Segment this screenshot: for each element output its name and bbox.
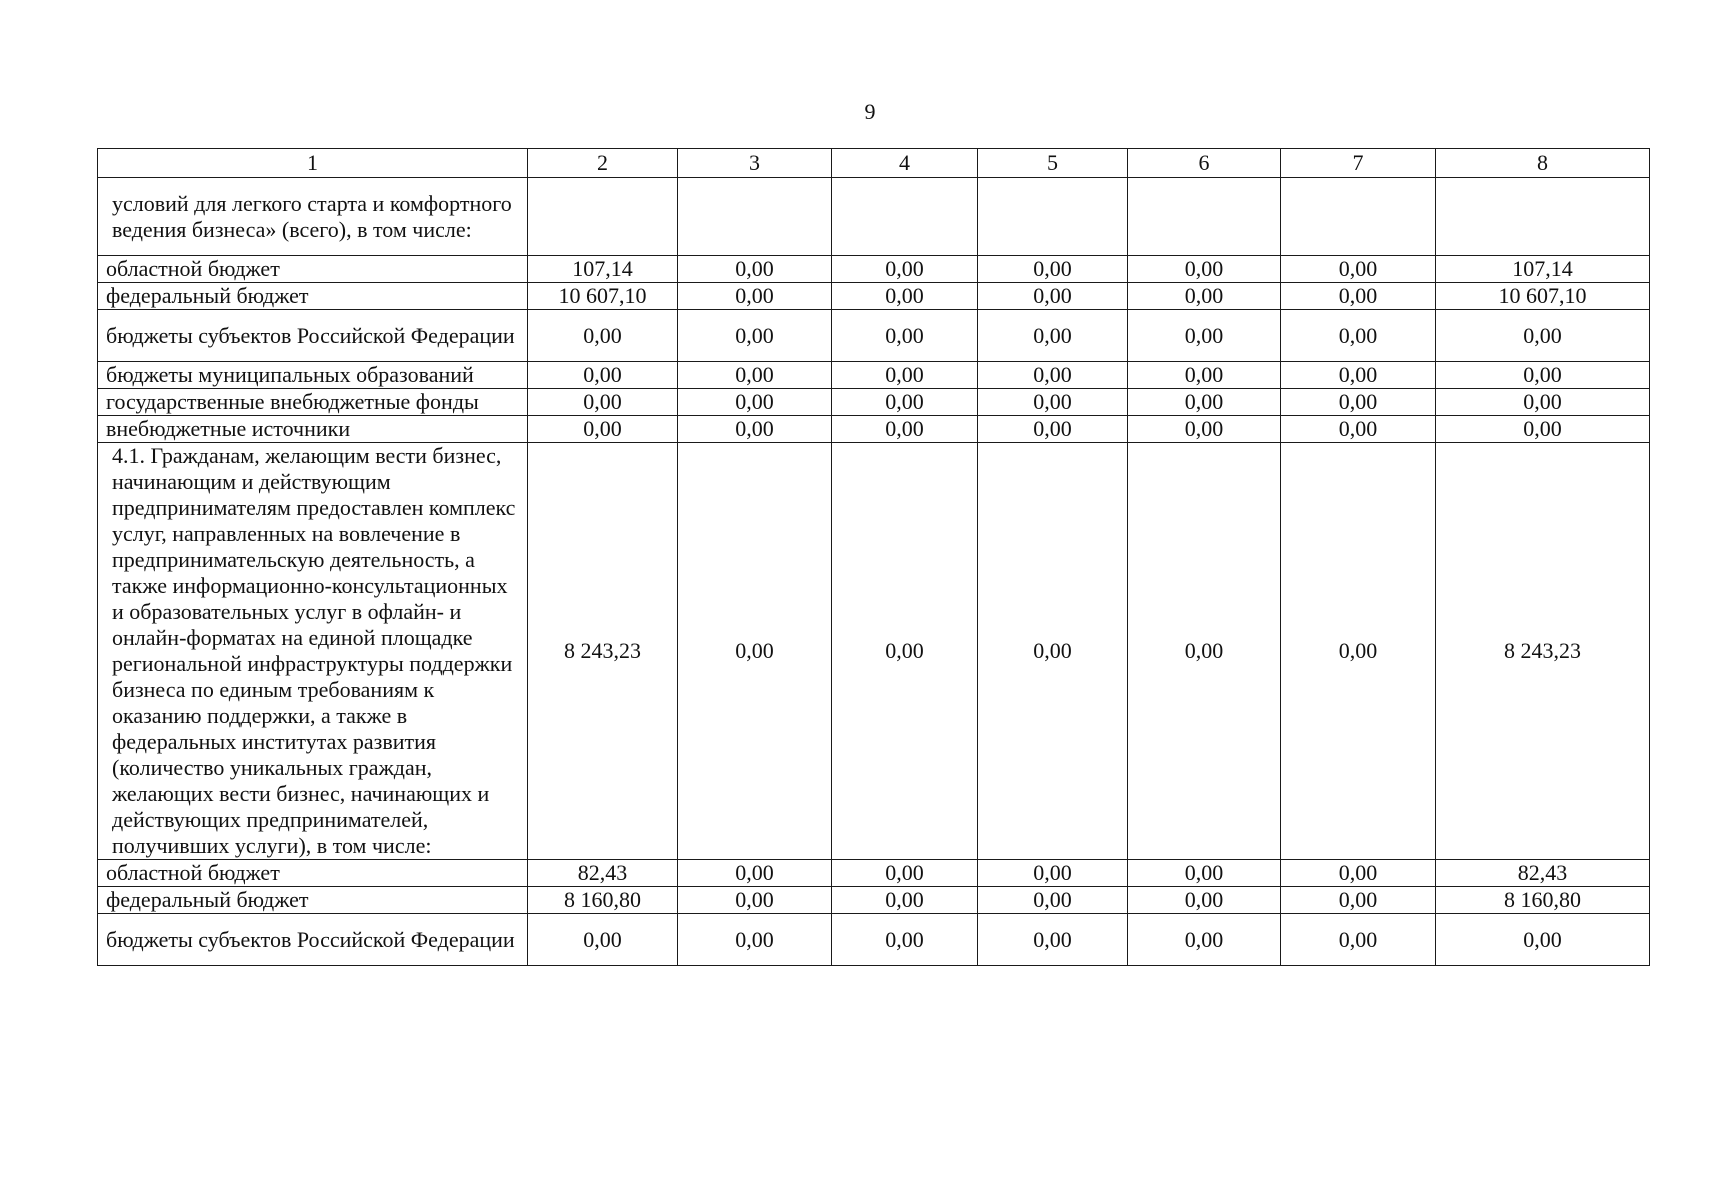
table-row [98,887,1650,914]
table-row [98,256,1650,283]
cell-col-6: 0,00 [1128,389,1281,416]
cell-col-7: 0,00 [1281,443,1436,860]
column-header-1: 1 [98,149,528,178]
cell-col-8: 82,43 [1436,860,1650,887]
table-row [98,389,1650,416]
row-label: бюджеты субъектов Российской Федерации [98,310,528,362]
cell-col-4 [832,178,978,256]
table-row-section-continuation [98,178,1650,256]
cell-col-6: 0,00 [1128,416,1281,443]
cell-col-7: 0,00 [1281,283,1436,310]
cell-col-2: 0,00 [528,362,678,389]
cell-col-8: 0,00 [1436,310,1650,362]
cell-col-6: 0,00 [1128,256,1281,283]
cell-col-7: 0,00 [1281,310,1436,362]
cell-col-8: 8 243,23 [1436,443,1650,860]
cell-col-6: 0,00 [1128,310,1281,362]
cell-col-3: 0,00 [678,443,832,860]
cell-col-4: 0,00 [832,389,978,416]
column-header-5: 5 [978,149,1128,178]
cell-col-6: 0,00 [1128,443,1281,860]
cell-col-8: 0,00 [1436,389,1650,416]
cell-col-7: 0,00 [1281,914,1436,966]
cell-col-7: 0,00 [1281,860,1436,887]
cell-col-5: 0,00 [978,362,1128,389]
table-row-item-4-1 [98,443,1650,860]
cell-col-3: 0,00 [678,283,832,310]
cell-col-8 [1436,178,1650,256]
table-row [98,283,1650,310]
cell-col-6: 0,00 [1128,860,1281,887]
table-row [98,416,1650,443]
cell-col-2: 0,00 [528,310,678,362]
column-header-6: 6 [1128,149,1281,178]
cell-col-4: 0,00 [832,416,978,443]
cell-col-3: 0,00 [678,887,832,914]
table-row [98,860,1650,887]
column-header-7: 7 [1281,149,1436,178]
column-header-3: 3 [678,149,832,178]
cell-col-8: 8 160,80 [1436,887,1650,914]
cell-col-8: 0,00 [1436,362,1650,389]
cell-col-8: 0,00 [1436,914,1650,966]
cell-col-4: 0,00 [832,443,978,860]
row-label: условий для легкого старта и комфортного ведения бизнеса» (всего), в том числе: [98,178,528,256]
cell-col-3: 0,00 [678,860,832,887]
cell-col-7: 0,00 [1281,389,1436,416]
page-number: 9 [864,99,876,124]
cell-col-6 [1128,178,1281,256]
row-label: бюджеты муниципальных образований [98,362,528,389]
cell-col-6: 0,00 [1128,362,1281,389]
row-label: 4.1. Гражданам, желающим вести бизнес, начинающим и действующим предпринимателям предоставлен комплекс услуг, направленных на вовлечение в предпринимательскую деятельность, а также информационно-консультационных и образовательных услуг в офлайн- и онлайн-форматах на единой площадке региональной инфраструктуры поддержки бизнеса по единым требованиям к оказанию поддержки, а также в федеральных институтах развития (количество уникальных граждан, желающих вести бизнес, начинающих и действующих предпринимателей, получивших услуги), в том числе: [98,443,528,860]
row-label: федеральный бюджет [98,887,528,914]
row-label: федеральный бюджет [98,283,528,310]
budget-table [97,148,1650,966]
column-header-4: 4 [832,149,978,178]
cell-col-5: 0,00 [978,389,1128,416]
row-label: областной бюджет [98,256,528,283]
cell-col-3: 0,00 [678,362,832,389]
cell-col-2: 0,00 [528,389,678,416]
cell-col-3: 0,00 [678,416,832,443]
cell-col-7: 0,00 [1281,887,1436,914]
cell-col-6: 0,00 [1128,914,1281,966]
cell-col-4: 0,00 [832,914,978,966]
row-label: внебюджетные источники [98,416,528,443]
cell-col-2: 10 607,10 [528,283,678,310]
row-label: областной бюджет [98,860,528,887]
cell-col-5: 0,00 [978,860,1128,887]
row-label: бюджеты субъектов Российской Федерации [98,914,528,966]
table-header-row [98,149,1650,178]
table-row [98,310,1650,362]
cell-col-2: 8 160,80 [528,887,678,914]
cell-col-2: 107,14 [528,256,678,283]
cell-col-5: 0,00 [978,256,1128,283]
cell-col-7: 0,00 [1281,256,1436,283]
cell-col-4: 0,00 [832,310,978,362]
cell-col-5 [978,178,1128,256]
cell-col-5: 0,00 [978,416,1128,443]
cell-col-2: 82,43 [528,860,678,887]
cell-col-5: 0,00 [978,310,1128,362]
cell-col-8: 0,00 [1436,416,1650,443]
cell-col-7: 0,00 [1281,362,1436,389]
table-row [98,914,1650,966]
cell-col-3: 0,00 [678,310,832,362]
cell-col-4: 0,00 [832,362,978,389]
cell-col-4: 0,00 [832,860,978,887]
cell-col-3: 0,00 [678,914,832,966]
table-row [98,362,1650,389]
cell-col-4: 0,00 [832,283,978,310]
column-header-2: 2 [528,149,678,178]
cell-col-4: 0,00 [832,887,978,914]
cell-col-8: 10 607,10 [1436,283,1650,310]
cell-col-2: 0,00 [528,416,678,443]
cell-col-3: 0,00 [678,389,832,416]
cell-col-7: 0,00 [1281,416,1436,443]
cell-col-6: 0,00 [1128,887,1281,914]
cell-col-7 [1281,178,1436,256]
cell-col-5: 0,00 [978,283,1128,310]
cell-col-5: 0,00 [978,887,1128,914]
cell-col-8: 107,14 [1436,256,1650,283]
cell-col-5: 0,00 [978,914,1128,966]
cell-col-4: 0,00 [832,256,978,283]
column-header-8: 8 [1436,149,1650,178]
cell-col-6: 0,00 [1128,283,1281,310]
cell-col-5: 0,00 [978,443,1128,860]
cell-col-3: 0,00 [678,256,832,283]
row-label: государственные внебюджетные фонды [98,389,528,416]
cell-col-2: 0,00 [528,914,678,966]
cell-col-2 [528,178,678,256]
cell-col-2: 8 243,23 [528,443,678,860]
cell-col-3 [678,178,832,256]
